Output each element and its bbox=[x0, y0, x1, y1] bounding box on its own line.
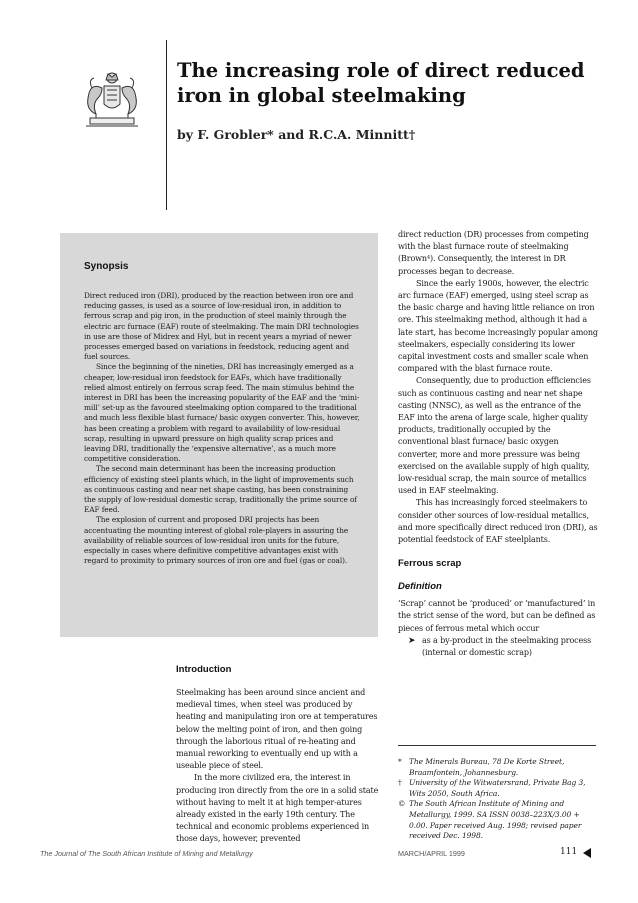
footnote-symbol: * bbox=[398, 757, 402, 766]
definition-paragraph: ‘Scrap’ cannot be ‘produced’ or ‘manufactured’ in the strict sense of the word, but can be defined as pieces of ferrous metal which occur bbox=[398, 599, 596, 633]
footnote-symbol: † bbox=[398, 778, 402, 788]
body-paragraph: Since the early 1900s, however, the electric arc furnace (EAF) emerged, using steel scrap as the basic charge and having little reliance on iron ore. This steelmaking method, although it had a late start, has become increasingly popular among steelmakers, especially considering its lower capital investment costs and smaller scale when compared with the blast furnace route. bbox=[398, 278, 598, 374]
triangle-marker-icon bbox=[583, 848, 591, 858]
body-paragraph: direct reduction (DR) processes from competing with the blast furnace route of steelmaking (Brown⁴). Consequently, the interest in DR processes began to decrease. bbox=[398, 230, 589, 276]
authors-line: by F. Grobler* and R.C.A. Minnitt† bbox=[177, 127, 416, 142]
footnote-item bbox=[398, 778, 598, 799]
page-number: 111 bbox=[560, 847, 578, 857]
introduction-paragraph: Steelmaking has been around since ancient and medieval times, when steel was produced by heating and manipulating iron ore at temperatures below the melting point of iron, and then going through the laborious ritual of re-heating and manual reworking to eventually end up with a useable piece of steel. bbox=[176, 688, 378, 771]
list-item bbox=[408, 635, 598, 659]
synopsis-heading: Synopsis bbox=[84, 261, 129, 272]
introduction-heading: Introduction bbox=[176, 664, 232, 675]
right-column bbox=[398, 229, 598, 659]
footnote-text: University of the Witwatersrand, Private Bag 3, Wits 2050, South Africa. bbox=[409, 778, 586, 798]
right-column-text bbox=[398, 229, 598, 546]
page-title: The increasing role of direct reduced iron in global steelmaking bbox=[177, 59, 585, 107]
footnotes bbox=[398, 757, 598, 842]
subsection-heading-definition: Definition bbox=[398, 581, 442, 593]
synopsis-paragraph: The explosion of current and proposed DRI projects has been accentuating the mounting interest of global role-players in assuring the availability of reliable sources of low-residual iron units for the future, especially in cases where definitive competitive advantages exist with regard to proximity to primary sources of iron ore and fuel (gas or coal). bbox=[84, 515, 349, 566]
footnote-item bbox=[398, 799, 598, 841]
synopsis-paragraph: Since the beginning of the nineties, DRI has increasingly emerged as a cheaper, low-residual iron feedstock for EAFs, which have traditionally relied almost entirely on ferrous scrap feed. The main stimulus behind the interest in DRI has been the increasing popularity of the EAF and the ‘mini-mill’ set-up as the favoured steelmaking option compared to the traditional and much less flexible blast furnace/ basic oxygen converter. This, however, has been creating a problem with regard to availability of low-residual scrap, resulting in upward pressure on high quality scrap prices and leaving DRI, traditionally the ‘expensive alternative’, as a much more competitive consideration. bbox=[84, 362, 360, 464]
issue-date: MARCH/APRIL 1999 bbox=[398, 849, 465, 858]
section-heading-ferrous-scrap: Ferrous scrap bbox=[398, 558, 462, 570]
arrow-bullet-icon: ➤ bbox=[408, 635, 416, 646]
definition-text bbox=[398, 598, 598, 659]
footnote-divider bbox=[398, 745, 596, 746]
title-divider-line bbox=[166, 40, 167, 210]
footnote-symbol: © bbox=[398, 799, 406, 809]
body-paragraph: This has increasingly forced steelmakers to consider other sources of low-residual metallics, and more specifically direct reduced iron (DRI), as potential feedstock of EAF steelplants. bbox=[398, 498, 598, 545]
bullet-text: as a by-product in the steelmaking process (internal or domestic scrap) bbox=[422, 635, 592, 658]
coat-of-arms-icon bbox=[76, 68, 148, 134]
synopsis-paragraph: Direct reduced iron (DRI), produced by the reaction between iron ore and reducing gasses, is used as a source of low-residual iron, in addition to ferrous scrap and pig iron, in the production of steel mainly through the electric arc furnace (EAF) route of steelmaking. The main DRI technologies in use are those of Midrex and Hyl, but in recent years a myriad of newer processes emerged based on variations in feedstock, reducing agent and fuel sources. bbox=[84, 291, 359, 362]
synopsis-paragraph: The second main determinant has been the increasing production efficiency of existing steel plants which, in the light of improvements such as continuous casting and near net shape casting, has been constraining the supply of low-residual domestic scrap, traditionally the prime source of EAF feed. bbox=[84, 464, 357, 515]
introduction-text bbox=[176, 687, 380, 846]
footnote-text: The South African Institute of Mining and Metallurgy, 1999. SA ISSN 0038–223X/3.00 + 0.00. Paper received Aug. 1998; revised paper received Dec. 1998. bbox=[409, 799, 582, 841]
body-paragraph: Consequently, due to production efficiencies such as continuous casting and near net shape casting (NNSC), as well as the entrance of the EAF into the arena of large scale, higher quality products, traditionally occupied by the conventional blast furnace/ basic oxygen converter, more and more pressure was being exercised on the available supply of high quality, low-residual scrap, the main source of metallics used in EAF steelmaking. bbox=[398, 376, 591, 496]
journal-name: The Journal of The South African Institute of Mining and Metallurgy bbox=[40, 849, 253, 858]
synopsis-text bbox=[84, 291, 360, 566]
introduction-section bbox=[176, 664, 380, 846]
introduction-paragraph: In the more civilized era, the interest in producing iron directly from the ore in a solid state without having to melt it at high temper-atures already existed in the early 19th century. The technical and economic problems experienced in those days, however, prevented bbox=[176, 773, 379, 844]
footnote-text: The Minerals Bureau, 78 De Korte Street, Braamfontein, Johannesburg. bbox=[409, 757, 565, 777]
footnote-item bbox=[398, 757, 598, 778]
